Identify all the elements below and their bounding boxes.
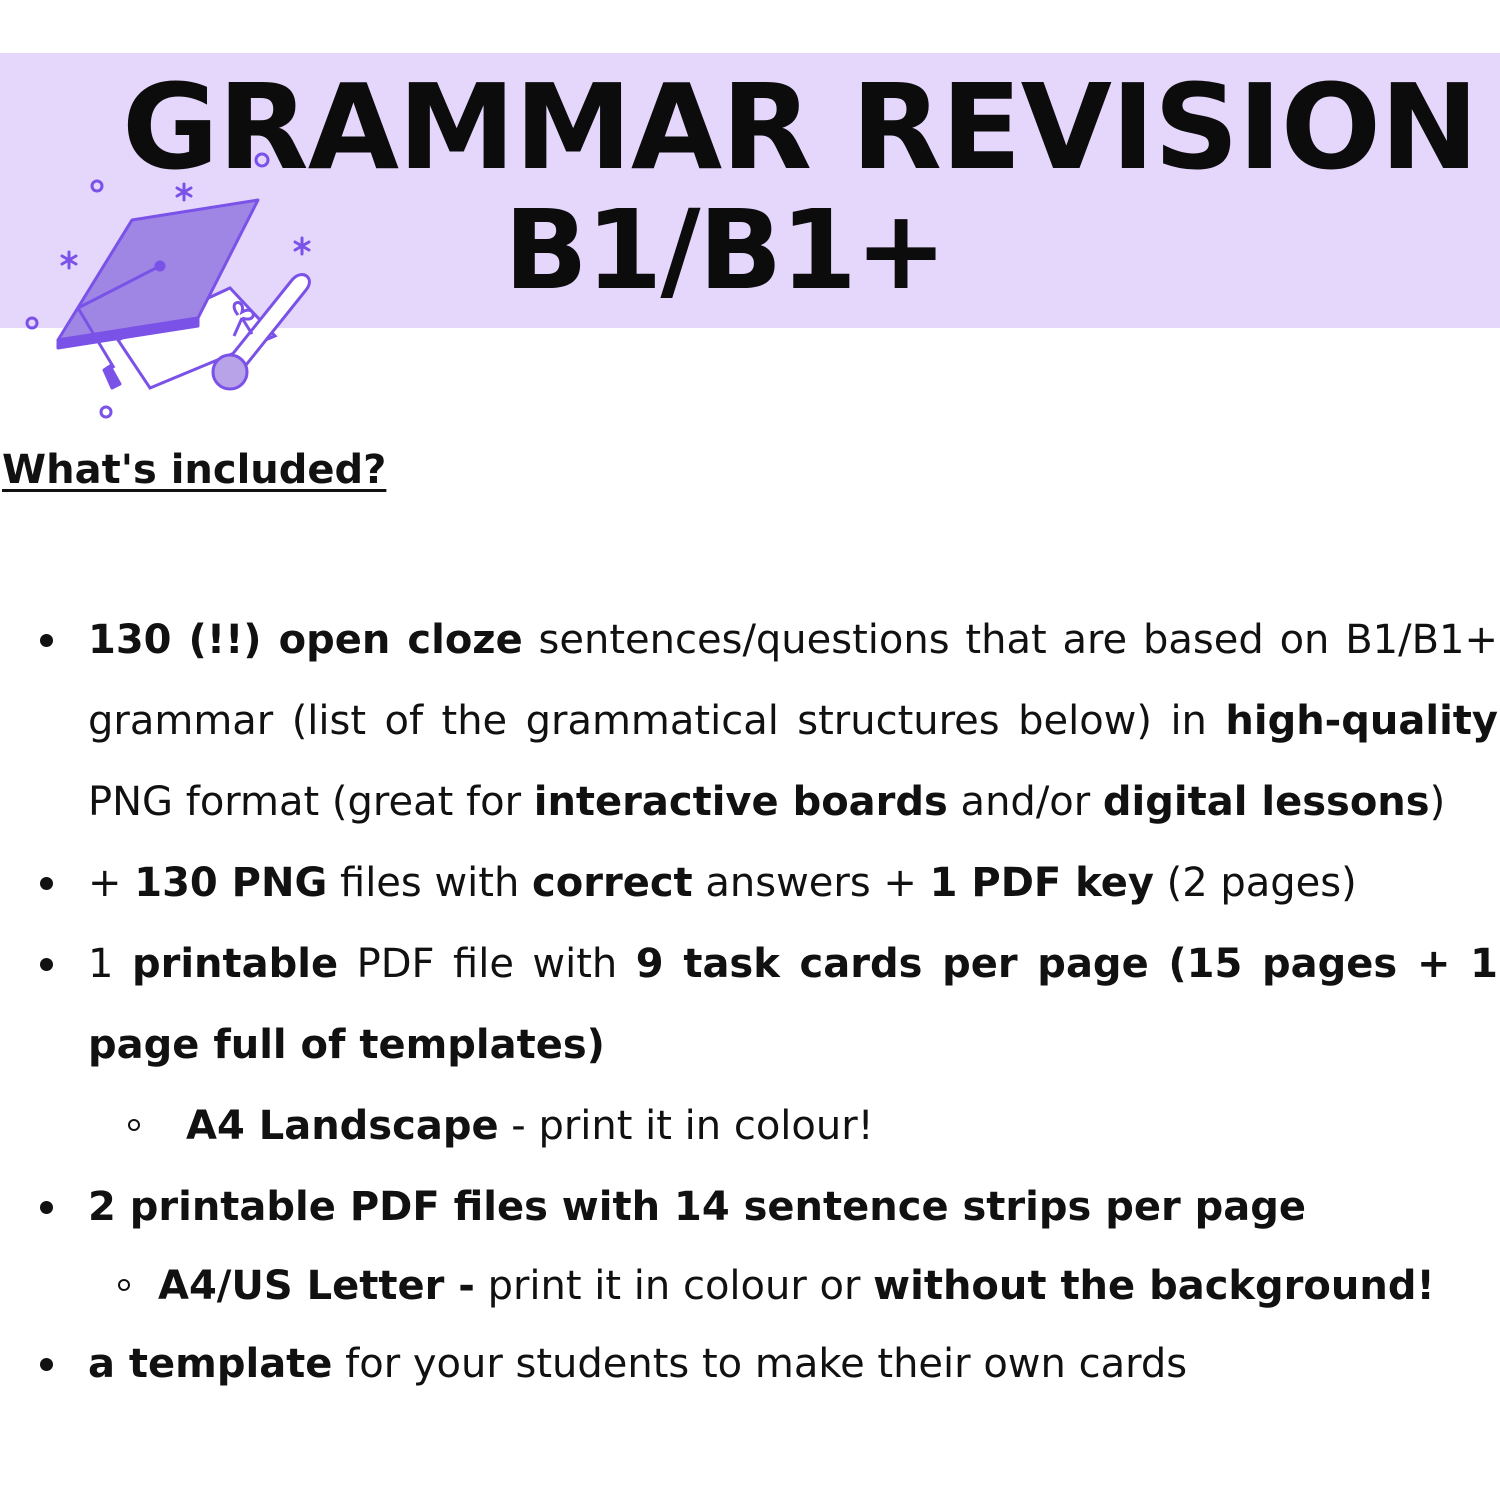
sparkle-star (62, 252, 76, 268)
list-item (0, 843, 1498, 924)
list-item (0, 1324, 1498, 1405)
item-text: and/or (947, 779, 1103, 825)
item-text: for your students to make their own cards (332, 1341, 1188, 1387)
item-bold: 9 task cards per page (15 pages + 1 page full of templates) (88, 941, 1498, 1068)
item-text: files with (327, 860, 533, 906)
item-bold: 2 printable PDF files with 14 sentence strips per page (88, 1184, 1307, 1230)
list-item (0, 1167, 1498, 1248)
item-text: + (88, 860, 135, 906)
item-bold: high-quality (1225, 698, 1498, 744)
item-text: - print it in colour! (498, 1103, 874, 1149)
item-text: 1 (88, 941, 132, 987)
item-bold: digital lessons (1102, 779, 1430, 825)
page-title-line2: B1/B1+ (504, 186, 946, 314)
sparkle-circle (92, 181, 102, 191)
item-text: print it in colour or (474, 1263, 874, 1309)
sparkle-circle (101, 407, 111, 417)
item-bold: printable (131, 941, 339, 987)
item-text: PNG format (great for (88, 779, 534, 825)
item-text: sentences/questions that are based on B1/B1+ grammar (list of the grammatical structures below) in (88, 617, 1498, 744)
item-bold: A4/US Letter - (158, 1263, 475, 1309)
sparkle-circle (27, 318, 37, 328)
list-item (0, 600, 1498, 843)
item-bold: correct (532, 860, 693, 906)
item-bold: 130 PNG (134, 860, 328, 906)
sparkle-circle (256, 154, 268, 166)
item-bold: A4 Landscape (186, 1103, 499, 1149)
sub-list-item (0, 1086, 1500, 1167)
item-bold: 130 (!!) open cloze (88, 617, 523, 663)
list-item (0, 924, 1498, 1086)
item-text: ) (1429, 779, 1446, 825)
graduation-cap-and-diploma-icon (20, 140, 320, 430)
item-bold: 1 PDF key (929, 860, 1154, 906)
item-text: PDF file with (338, 941, 636, 987)
included-list (0, 600, 1500, 1405)
sparkle-star (295, 238, 309, 254)
item-bold: a template (88, 1341, 333, 1387)
sub-list-item (0, 1248, 1500, 1324)
section-heading: What's included? (2, 447, 387, 493)
item-bold: without the background! (873, 1263, 1435, 1309)
sparkle-star (177, 184, 191, 200)
item-text: answers + (692, 860, 930, 906)
page-title-line1: GRAMMAR REVISION (122, 58, 1478, 196)
item-text: (2 pages) (1153, 860, 1357, 906)
item-bold: interactive boards (533, 779, 948, 825)
